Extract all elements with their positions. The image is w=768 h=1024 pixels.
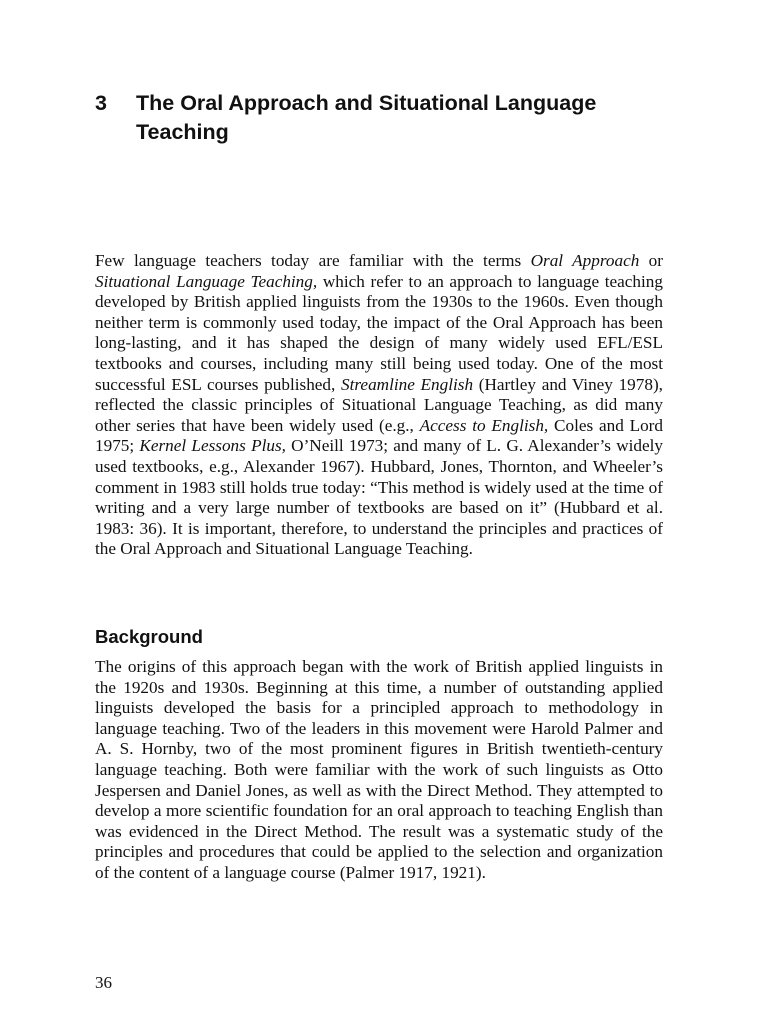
chapter-heading	[95, 89, 655, 147]
intro-text-segment: (Hartley and Viney 1978), reflected the classic principles of Situational Language Teaching, as did many other series that have been widely used (e.g.,	[95, 374, 663, 435]
intro-italic-term: Oral Approach	[530, 251, 640, 270]
intro-text-segment: O’Neill 1973; and many of L. G. Alexander’s widely used textbooks, e.g., Alexander 1967). Hubbard, Jones, Thornton, and Wheeler’s comment in 1983 still holds true today: “This method is widely used at the time of writing and a very large number of textbooks are based on it” (Hubbard et al. 1983: 36). It is important, therefore, to understand the principles and practices of the Oral Approach and Situational Language Teaching.	[95, 436, 663, 559]
chapter-number: 3	[95, 91, 107, 115]
intro-text-segment: or	[639, 251, 663, 270]
intro-italic-term: Situational Language Teaching,	[95, 271, 318, 291]
intro-text-segment: Few language teachers today are familiar with the terms	[95, 251, 531, 270]
intro-text-segment: Coles and Lord 1975;	[95, 415, 664, 456]
page-number: 36	[95, 973, 112, 992]
chapter-title: The Oral Approach and Situational Language Teaching	[136, 91, 597, 144]
intro-italic-title: Streamline English	[341, 374, 474, 394]
intro-italic-title: Kernel Lessons Plus,	[139, 436, 286, 456]
section-heading-background: Background	[95, 626, 203, 647]
intro-text-segment: which refer to an approach to language teaching developed by British applied linguists from the 1930s to the 1960s. Even though neither term is commonly used today, the impact of the Oral Approach has been long-lasting, and it has shaped the design of many widely used EFL/ESL textbooks and courses, including many still being used today. One of the most successful ESL courses published,	[95, 271, 663, 394]
intro-paragraph	[95, 251, 663, 560]
intro-italic-title: Access to English,	[419, 415, 549, 435]
background-paragraph: The origins of this approach began with the work of British applied linguists in the 1920s and 1930s. Beginning at this time, a number of outstanding applied linguists developed the basis for a principled approach to methodology in language teaching. Two of the leaders in this movement were Harold Palmer and A. S. Hornby, two of the most prominent figures in British twentieth-century language teaching. Both were familiar with the work of such linguists as Otto Jespersen and Daniel Jones, as well as with the Direct Method. They attempted to develop a more scientific foundation for an oral approach to teaching English than was evidenced in the Direct Method. The result was a systematic study of the principles and procedures that could be applied to the selection and organization of the content of a language course (Palmer 1917, 1921).	[95, 657, 663, 882]
